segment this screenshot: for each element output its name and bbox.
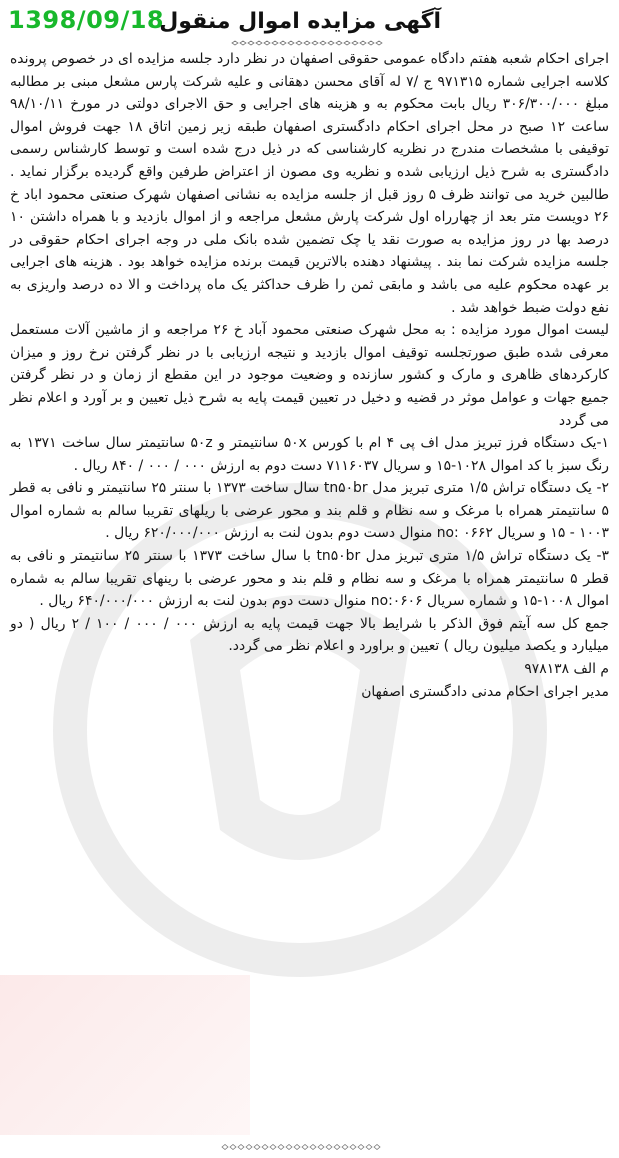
intro-paragraph: اجرای احکام شعبه هفتم دادگاه عمومی حقوقی اصفهان در نظر دارد جلسه مزایده ای در خصوص پرونده کلاسه اجرایی شماره ۹۷۱۳۱۵ ج /۷ له آقای محسن دهقانی و علیه شرکت پارس مشعل مبنی بر مطالبه مبلغ ۳۰۶/۳۰۰/۰۰۰ ریال بابت محکوم به و هزینه های اجرایی و حق الاجرای دولتی در مورخ ۹۸/۱۰/۱۱ ساعت ۱۲ صبح در محل اجرای احکام دادگستری اصفهان طبقه زیر زمین اتاق ۱۸ جهت فروش اموال توقیفی با مشخصات مندرج در نظریه کارشناسی که در ذیل درج شده است و توسط کارشناس رسمی دادگستری به شرح ذیل ارزیابی شده و نظریه وی مصون از اعتراض طرفین واقع گردیده برگزار نماید . طالبین خرید می توانند ظرف ۵ روز قبل از جلسه مزایده به نشانی اصفهان شهرک صنعتی محمود اباد خ ۲۶ دویست متر بعد از چهارراه اول شرکت پارش مشعل مراجعه و از اموال بازدید و با همراه داشتن ۱۰ درصد بها در روز مزایده به صورت نقد یا چک تضمین شده بانک ملی در وجه اجرای احکام حقوقی در جلسه مزایده شرکت نما بند . پیشنهاد دهنده بالاترین قیمت برنده مزایده خواهد بود . هزینه های اجرایی بر عهده محکوم علیه می باشد و مابقی ثمن را ظرف حداکثر یک ماه پرداخت و الا ده درصد واریزی به نفع دولت ضبط خواهد شد . <box>10 51 610 316</box>
top-divider-ornament <box>230 40 390 46</box>
reference-number: م الف ۹۷۸۱۳۸ <box>524 661 609 678</box>
item-1-paragraph: ۱-یک دستگاه فرز تبریز مدل اف پی ۴ ام با کورس ۵۰x سانتیمتر و ۵۰z سانتیمتر سال ساخت ۱۳۷۱ به رنگ سبز با کد اموال ۱۰۲۸-۱۵ و سریال ۷۱۱۶۰۳۷ دست دوم به ارزش ۰۰۰ / ۰۰۰ / ۸۴۰ ریال . <box>10 435 609 474</box>
item-3-paragraph: ۳- یک دستگاه تراش ۱/۵ متری تبریز مدل tn۵۰br با سال ساخت ۱۳۷۳ با سنتر ۲۵ سانتیمتر و نافی به قطر ۵ سانتیمتر همراه با مرغک و سه نظام و قلم بند و محور عرضی با رینهای تقریبا سالم به شماره اموال ۱۰۰۸-۱۵ و شماره سریال no:۰۶۰۶ منوال دست دوم بدون لنت به ارزش ۶۴۰/۰۰۰/۰۰۰ ریال . <box>10 548 609 610</box>
bottom-divider-ornament <box>220 1143 390 1151</box>
background-red-band <box>0 975 250 1135</box>
item-2-paragraph: ۲- یک دستگاه تراش ۱/۵ متری تبریز مدل tn۵۰br سال ساخت ۱۳۷۳ با سنتر ۲۵ سانتیمتر و نافی به قطر ۵ سانتیمتر همراه با مرغک و سه نظام و قلم بند و محور عرضی با ریلهای تقریبا سالم به شماره اموال ۱۰۰۳ - ۱۵ و سریال no: ۰۶۶۲ منوال دست دوم بدون لنت به ارزش ۶۲۰/۰۰۰/۰۰۰ ریال . <box>10 480 610 542</box>
ad-title: آگهی مزایده اموال منقول <box>159 9 441 34</box>
total-paragraph: جمع کل سه آیتم فوق الذکر با شرایط بالا جهت قیمت پایه به ارزش ۰۰۰ / ۰۰۰ / ۱۰۰ / ۲ ریال ( دو میلیارد و یکصد میلیون ریال ) تعیین و براورد و اعلام نظر می گردد. <box>10 615 610 655</box>
publication-date: 1398/09/18 <box>8 6 165 34</box>
signature-line: مدیر اجرای احکام مدنی دادگستری اصفهان <box>361 683 609 700</box>
ad-header <box>0 0 619 44</box>
ad-body <box>10 48 609 703</box>
items-list-intro: لیست اموال مورد مزایده : به محل شهرک صنعتی محمود آباد خ ۲۶ مراجعه و از ماشین آلات مستعمل معرفی شده طبق صورتجلسه توقیف اموال بازدید و نتیجه ارزیابی با در نظر گرفتن نرخ روز و میزان کارکردهای ظاهری و مارک و کشور سازنده و وضعیت موجود در این مقطع از زمان و در نظر گرفتن جمیع جهات و عوامل موثر در قضیه و دخیل در تعیین قیمت پایه به شرح ذیل تعیین و بر آورد و اعلام نظر می گردد <box>10 322 610 429</box>
